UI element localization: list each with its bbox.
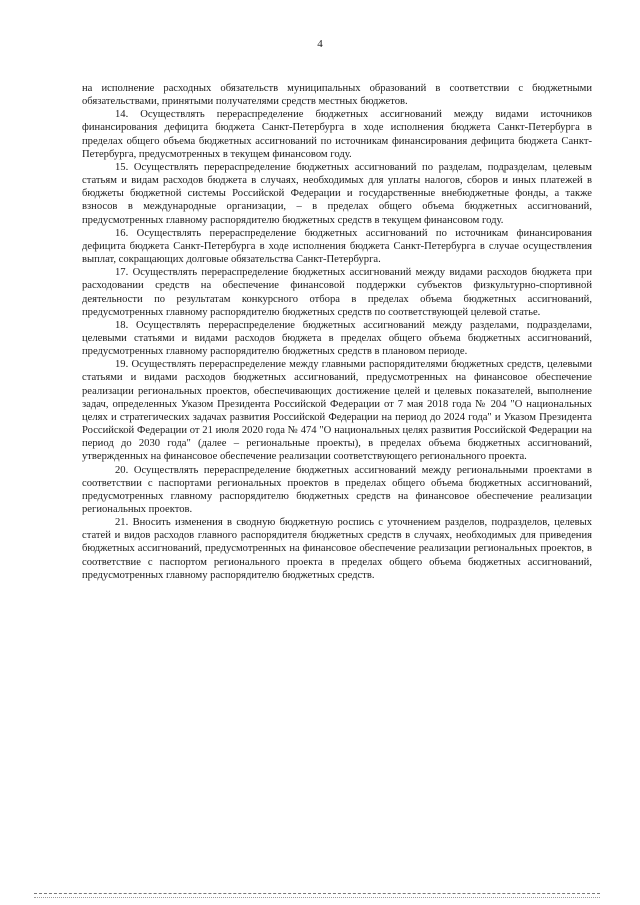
paragraph-19: 19. Осуществлять перераспределение между главными распорядителями бюджетных средств, целевыми статьями и видами расходов бюджетных ассигнований, предусмотренных на финансовое обеспечение реализации региональных проектов, обеспечивающих достижение целей и целевых показателей, выполнение задач, определенных Указом Президента Российской Федерации от 7 мая 2018 года № 204 "О национальных целях и стратегических задачах развития Российской Федерации на период до 2024 года" и Указом Президента Российской Федерации от 21 июля 2020 года № 474 "О национальных целях развития Российской Федерации на период до 2030 года" (далее – региональные проекты), в пределах объема бюджетных ассигнований, утвержденных на финансовое обеспечение реализации соответствующего регионального проекта. (82, 359, 592, 463)
paragraph-17: 17. Осуществлять перераспределение бюджетных ассигнований между видами расходов бюджета при расходовании средств на обеспечение финансовой поддержки субъектов физкультурно-спортивной деятельности по результатам конкурсного отбора в пределах объема бюджетных ассигнований, предусмотренных главному распорядителю бюджетных средств по соответствующей целевой статье. (82, 267, 592, 318)
paragraph-14: 14. Осуществлять перераспределение бюджетных ассигнований между видами источников финансирования дефицита бюджета Санкт-Петербурга в ходе исполнения бюджета Санкт-Петербурга в пределах общего объема бюджетных ассигнований по источникам финансирования дефицита бюджета Санкт-Петербурга, предусмотренных в текущем финансовом году. (82, 109, 592, 160)
page-number: 4 (317, 38, 323, 50)
paragraph-continuation: на исполнение расходных обязательств муниципальных образований в соответствии с бюджетными обязательствами, принятыми получателями средств местных бюджетов. (82, 83, 592, 108)
scan-edge-line (34, 893, 600, 895)
paragraph-15: 15. Осуществлять перераспределение бюджетных ассигнований по разделам, подразделам, целевым статьям и видам расходов бюджета в случаях, необходимых для уплаты налогов, сборов и иных платежей в бюджеты бюджетной системы Российской Федерации и государственные внебюджетные фонды, а также взносов в международные организации, – в пределах общего объема бюджетных ассигнований, предусмотренных главному распорядителю бюджетных средств в текущем финансовом году. (82, 161, 592, 226)
paragraph-16: 16. Осуществлять перераспределение бюджетных ассигнований по источникам финансирования дефицита бюджета Санкт-Петербурга в ходе исполнения бюджета Санкт-Петербурга в случае осуществления выплат, сокращающих долговые обязательства Санкт-Петербурга. (82, 227, 592, 266)
document-body (82, 82, 592, 582)
paragraph-18: 18. Осуществлять перераспределение бюджетных ассигнований между разделами, подразделами, целевыми статьями и видами расходов бюджета в пределах общего объема бюджетных ассигнований, предусмотренных главному распорядителю бюджетных средств в плановом периоде. (82, 319, 592, 358)
scan-edge-line-secondary (34, 897, 600, 899)
paragraph-21: 21. Вносить изменения в сводную бюджетную роспись с уточнением разделов, подразделов, целевых статей и видов расходов главного распорядителя бюджетных средств в случаях, необходимых для приведения бюджетных ассигнований, предусмотренных на финансовое обеспечение реализации региональных проектов, в соответствие с паспортом регионального проекта в пределах общего объема бюджетных ассигнований, предусмотренных главному распорядителю бюджетных средств. (82, 517, 592, 581)
paragraph-20: 20. Осуществлять перераспределение бюджетных ассигнований между региональными проектами в соответствии с паспортами региональных проектов в пределах общего объема бюджетных ассигнований, предусмотренных главному распорядителю бюджетных средств на финансовое обеспечение реализации региональных проектов. (82, 464, 592, 515)
